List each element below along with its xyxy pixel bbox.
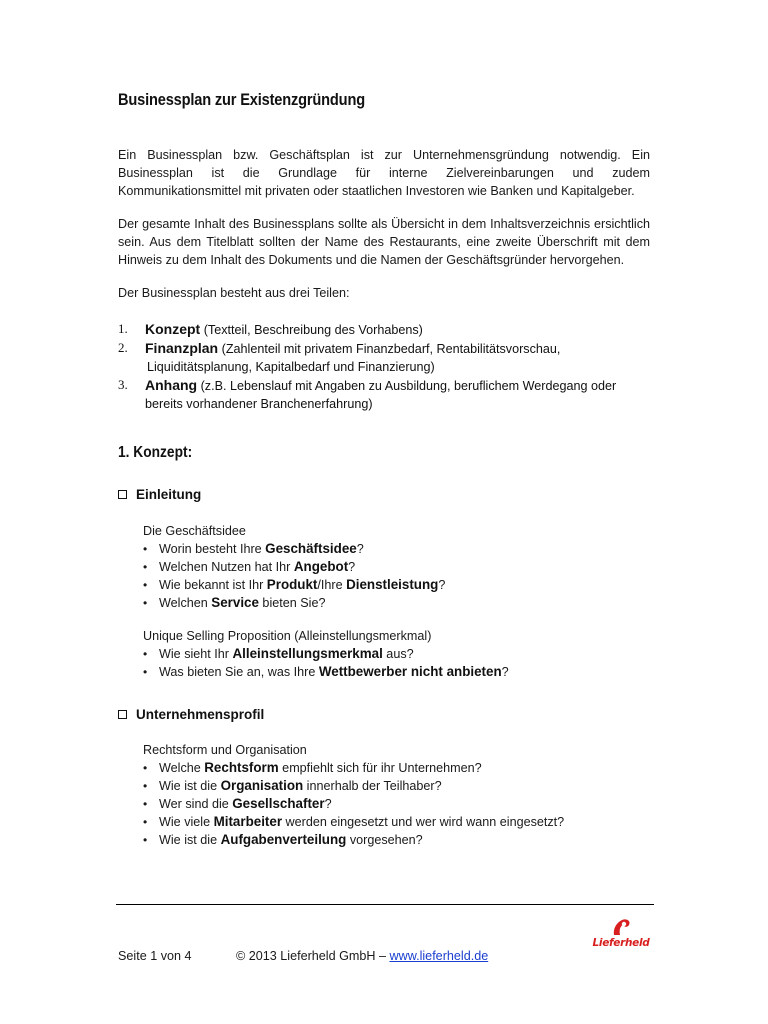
list-item	[143, 645, 623, 663]
question-text: empfiehlt sich für ihr Unternehmen?	[278, 761, 482, 775]
bullet-dot-icon: •	[143, 596, 148, 610]
question-text: Welche	[159, 761, 205, 775]
bullet-dot-icon: •	[143, 665, 148, 679]
list-number: 3.	[118, 377, 128, 392]
lieferheld-logo	[586, 915, 656, 953]
list-item	[143, 777, 623, 795]
question-keyword: Service	[211, 595, 259, 610]
list-item	[143, 540, 623, 558]
question-list	[143, 759, 623, 849]
question-text: Wie viele	[159, 815, 214, 829]
parts-list-item	[118, 339, 658, 376]
question-text: Welchen Nutzen hat Ihr	[159, 560, 294, 574]
page-footer	[118, 947, 488, 965]
bullet-dot-icon: •	[143, 797, 148, 811]
bullet-dot-icon: •	[143, 761, 148, 775]
list-item	[143, 795, 623, 813]
part-description-continued: Liquiditätsplanung, Kapitalbedarf und Finanzierung)	[147, 360, 435, 374]
list-item	[143, 594, 623, 612]
part-name: Anhang	[145, 377, 198, 393]
question-text: Worin besteht Ihre	[159, 542, 266, 556]
list-item	[143, 663, 623, 681]
parts-list-item	[118, 320, 658, 339]
question-text: Was bieten Sie an, was Ihre	[159, 665, 319, 679]
group-label: Unique Selling Proposition (Alleinstellungsmerkmal)	[143, 629, 432, 643]
logo-wordmark: Lieferheld	[592, 937, 650, 949]
bullet-dot-icon: •	[143, 833, 148, 847]
list-item	[143, 831, 623, 849]
question-text: Wie ist die	[159, 779, 221, 793]
question-keyword: Produkt	[266, 577, 318, 592]
question-text: werden eingesetzt und wer wird wann eingesetzt?	[282, 815, 565, 829]
question-keyword: Aufgabenverteilung	[220, 832, 347, 847]
website-link[interactable]: www.lieferheld.de	[389, 949, 489, 963]
question-text: Wie bekannt ist Ihr	[159, 578, 267, 592]
intro-paragraph-2: Der gesamte Inhalt des Businessplans sollte als Übersicht in dem Inhaltsverzeichnis ersichtlich sein. Aus dem Titelblatt sollten der Name des Restaurants, eine zweite Überschrift mit dem Hinweis zu dem Inhalt des Dokuments und die Namen der Geschäftsgründer hervorgehen.	[118, 217, 650, 267]
footer-divider	[116, 904, 654, 905]
question-keyword: Geschäftsidee	[265, 541, 357, 556]
part-description-continued: bereits vorhandener Branchenerfahrung)	[145, 397, 373, 411]
group-label: Rechtsform und Organisation	[143, 743, 307, 757]
parts-list-item	[118, 376, 658, 413]
list-item	[143, 576, 623, 594]
bullet-dot-icon: •	[143, 542, 148, 556]
subsection-heading-label: Einleitung	[136, 487, 202, 502]
question-keyword: Alleinstellungsmerkmal	[232, 646, 383, 661]
subsection-heading-einleitung	[118, 486, 201, 504]
bullet-dot-icon: •	[143, 647, 148, 661]
question-text: Welchen	[159, 596, 212, 610]
question-text: ?	[348, 560, 356, 574]
question-list	[143, 540, 623, 612]
page-title: Businessplan zur Existenzgründung	[118, 90, 365, 109]
intro-paragraph-1: Ein Businessplan bzw. Geschäftsplan ist zur Unternehmensgründung notwendig. Ein Businessplan ist die Grundlage für interne Zielvereinbarungen und zudem Kommunikationsmittel mit privaten oder staatlichen Investoren wie Banken und Kapitalgeber.	[118, 148, 650, 198]
list-item	[143, 759, 623, 777]
question-keyword: Mitarbeiter	[213, 814, 283, 829]
part-description: (Zahlenteil mit privatem Finanzbedarf, Rentabilitätsvorschau,	[218, 342, 561, 356]
part-name: Konzept	[145, 321, 201, 337]
part-description: (Textteil, Beschreibung des Vorhabens)	[200, 323, 423, 337]
question-text: Wer sind die	[159, 797, 233, 811]
question-keyword: Dienstleistung	[346, 577, 439, 592]
question-text: ?	[438, 578, 446, 592]
parts-list	[118, 320, 658, 413]
copyright-text: © 2013 Lieferheld GmbH –	[236, 949, 390, 963]
bullet-dot-icon: •	[143, 815, 148, 829]
group-label: Die Geschäftsidee	[143, 524, 246, 538]
list-item	[143, 813, 623, 831]
question-keyword: Organisation	[220, 778, 304, 793]
question-keyword: Wettbewerber nicht anbieten	[318, 664, 502, 679]
question-text: vorgesehen?	[346, 833, 423, 847]
question-text: ?	[356, 542, 364, 556]
question-text: Wie sieht Ihr	[159, 647, 233, 661]
question-text: innerhalb der Teilhaber?	[303, 779, 442, 793]
list-number: 1.	[118, 321, 128, 336]
question-text: Wie ist die	[159, 833, 221, 847]
empty-square-icon	[118, 490, 127, 499]
question-text: ?	[501, 665, 509, 679]
part-description: (z.B. Lebenslauf mit Angaben zu Ausbildung, beruflichem Werdegang oder	[197, 379, 617, 393]
section-title: 1. Konzept:	[118, 444, 193, 461]
question-text: ?	[324, 797, 332, 811]
question-keyword: Angebot	[293, 559, 349, 574]
subsection-heading-label: Unternehmensprofil	[136, 707, 265, 722]
question-text: /Ihre	[317, 578, 347, 592]
bullet-dot-icon: •	[143, 779, 148, 793]
list-item	[143, 558, 623, 576]
question-text: bieten Sie?	[258, 596, 326, 610]
question-keyword: Rechtsform	[204, 760, 279, 775]
lieferheld-logo-mark-icon	[586, 915, 656, 939]
subsection-heading-unternehmensprofil	[118, 706, 264, 724]
bullet-dot-icon: •	[143, 560, 148, 574]
question-text: aus?	[382, 647, 414, 661]
question-list	[143, 645, 623, 681]
question-keyword: Gesellschafter	[232, 796, 325, 811]
part-name: Finanzplan	[145, 340, 219, 356]
list-number: 2.	[118, 340, 128, 355]
page-number: Seite 1 von 4	[118, 949, 192, 963]
empty-square-icon	[118, 710, 127, 719]
bullet-dot-icon: •	[143, 578, 148, 592]
intro-paragraph-3: Der Businessplan besteht aus drei Teilen:	[118, 286, 350, 300]
